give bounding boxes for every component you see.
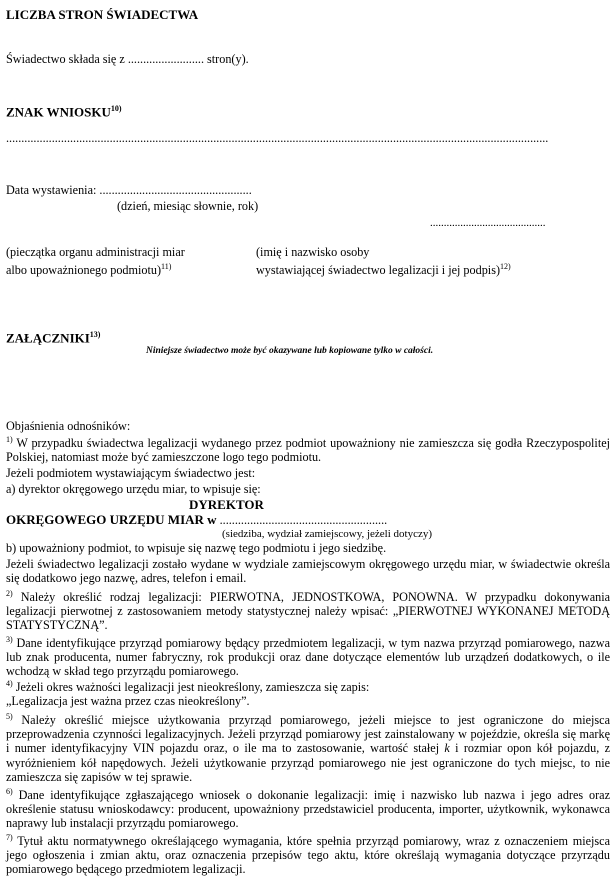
note-7-text: Tytuł aktu normatywnego określającego wymagania, które spełnia przyrząd pomiarowy, wraz z oznaczeniem miejsca jego ogłoszenia i zmian aktu, oraz oznaczenia przepisów tego aktu, które określają wymagania dotyczące przyrządu pomiarowego będącego przedmiotem legalizacji. (6, 834, 610, 877)
pages-count-line: Świadectwo składa się z ......................... stron(y). (6, 52, 249, 66)
note-1-subject-line: Jeżeli podmiotem wystawiającym świadectwo jest: (6, 466, 256, 480)
note-1-option-b: b) upoważniony podmiot, to wpisuje się nazwę tego podmiotu i jego siedzibę. (6, 541, 387, 555)
note-2-text: Należy określić rodzaj legalizacji: PIERWOTNA, JEDNOSTKOWA, PONOWNA. W przypadku dokonywania legalizacji pierwotnej z zastosowaniem metody statystycznej należy wpisać: „PIERWOTNEJ WYKONANEJ METODĄ STATYSTYCZNĄ”. (6, 590, 610, 633)
attachments-heading (6, 330, 100, 346)
note-5-number: 5) (6, 712, 13, 721)
office-dots: ....................................................... (216, 513, 388, 527)
znak-wniosku-text: ZNAK WNIOSKU (6, 104, 111, 120)
note-1-number: 1) (6, 435, 13, 444)
issue-date-line: Data wystawienia: .................................................. (6, 183, 252, 197)
office-name: OKRĘGOWEGO URZĘDU MIAR w (6, 512, 217, 527)
znak-wniosku-field: .................................................................................................................................................................................. (6, 131, 549, 145)
footnote-ref-12: 12) (500, 262, 511, 271)
attachments-text: ZAŁĄCZNIKI (6, 330, 90, 346)
note-5 (6, 710, 610, 784)
note-6 (6, 785, 610, 831)
office-hint: (siedziba, wydział zamiejscowy, jeżeli dotyczy) (222, 528, 433, 540)
stamp-label-line2 (6, 262, 171, 278)
note-2-number: 2) (6, 589, 13, 598)
note-7-number: 7) (6, 833, 13, 842)
note-5-text-a: Należy określić miejsce użytkowania przyrząd pomiarowego, jeżeli miejsce to jest ograniczone do miejsca przeprowadzenia czynności legalizacyjnych. Jeżeli przyrząd pomiarowy jest zainstalowany w pojeździe, określa się markę i numer identyfikacyjny VIN pojazdu oraz, o ile ma to zastosowanie, wartość stałej (6, 713, 610, 756)
footnote-ref-13: 13) (89, 330, 101, 339)
notes-heading: Objaśnienia odnośników: (6, 419, 131, 433)
footnote-ref-11: 11) (161, 262, 172, 271)
note-3 (6, 633, 610, 679)
issuer-label-text: wystawiającej świadectwo legalizacji i jej podpis) (256, 263, 500, 278)
footnote-ref-10: 10) (110, 104, 122, 113)
note-4-number: 4) (6, 679, 13, 688)
issuer-label-line1: (imię i nazwisko osoby (256, 245, 370, 259)
note-4 (6, 679, 369, 695)
note-4-quote: „Legalizacja jest ważna przez czas nieokreślony”. (6, 694, 250, 708)
note-3-text: Dane identyfikujące przyrząd pomiarowy będący przedmiotem legalizacji, w tym nazwa przyrząd pomiarowego, nazwa lub znak producenta, numer fabryczny, rok produkcji oraz dane dotyczące elementów lub urządzeń dodatkowych, o ile wchodzą w skład tego przyrządu pomiarowego. (6, 636, 610, 679)
note-3-number: 3) (6, 635, 13, 644)
document-title: LICZBA STRON ŚWIADECTWA (6, 7, 199, 22)
note-1-branch: Jeżeli świadectwo legalizacji zostało wydane w wydziale zamiejscowym okręgowego urzędu miar, w świadectwie określa się dodatkowo jego nazwę, adres, telefon i email. (6, 557, 610, 586)
note-1-option-a: a) dyrektor okręgowego urzędu miar, to wpisuje się: (6, 482, 261, 496)
issue-date-hint: (dzień, miesiąc słownie, rok) (117, 199, 259, 213)
znak-wniosku-label (6, 104, 122, 120)
stamp-label-line1: (pieczątka organu administracji miar (6, 245, 185, 259)
note-1-text: W przypadku świadectwa legalizacji wydanego przez podmiot upoważniony nie zamieszcza się godła Rzeczypospolitej Polskiej, natomiast może być zamieszczone logo tego podmiotu. (6, 436, 610, 465)
note-6-text: Dane identyfikujące zgłaszającego wniosek o dokonanie legalizacji: imię i nazwisko lub nazwa i jego adres oraz określenie statusu wnioskodawcy: producent, upoważniony przedstawiciel producenta, importer, użytkownik, wykonawca naprawy lub instalacji przyrządu pomiarowego. (6, 788, 610, 831)
note-5-k: k (444, 741, 450, 756)
office-line (6, 512, 387, 528)
director-title: DYREKTOR (189, 497, 264, 512)
note-7 (6, 831, 610, 877)
copy-note: Niniejsze świadectwo może być okazywane lub kopiowane tylko w całości. (146, 346, 434, 356)
issuer-label-line2 (256, 262, 511, 278)
note-2 (6, 587, 610, 633)
note-5-text-b: i rozmiar opon kół pojazdu, z wyróżnieniem kół napędowych. Jeżeli użytkowanie przyrząd pomiarowego nie jest ograniczone do tych miejsc, to nie zamieszcza się zapisów w tej sprawie. (6, 741, 610, 784)
stamp-label-text: albo upoważnionego podmiotu) (6, 263, 162, 278)
note-4-text: Jeżeli okres ważności legalizacji jest nieokreślony, zamieszcza się zapis: (12, 680, 370, 695)
note-6-number: 6) (6, 787, 13, 796)
note-1 (6, 433, 610, 464)
signature-field: .......................................... (430, 217, 546, 229)
